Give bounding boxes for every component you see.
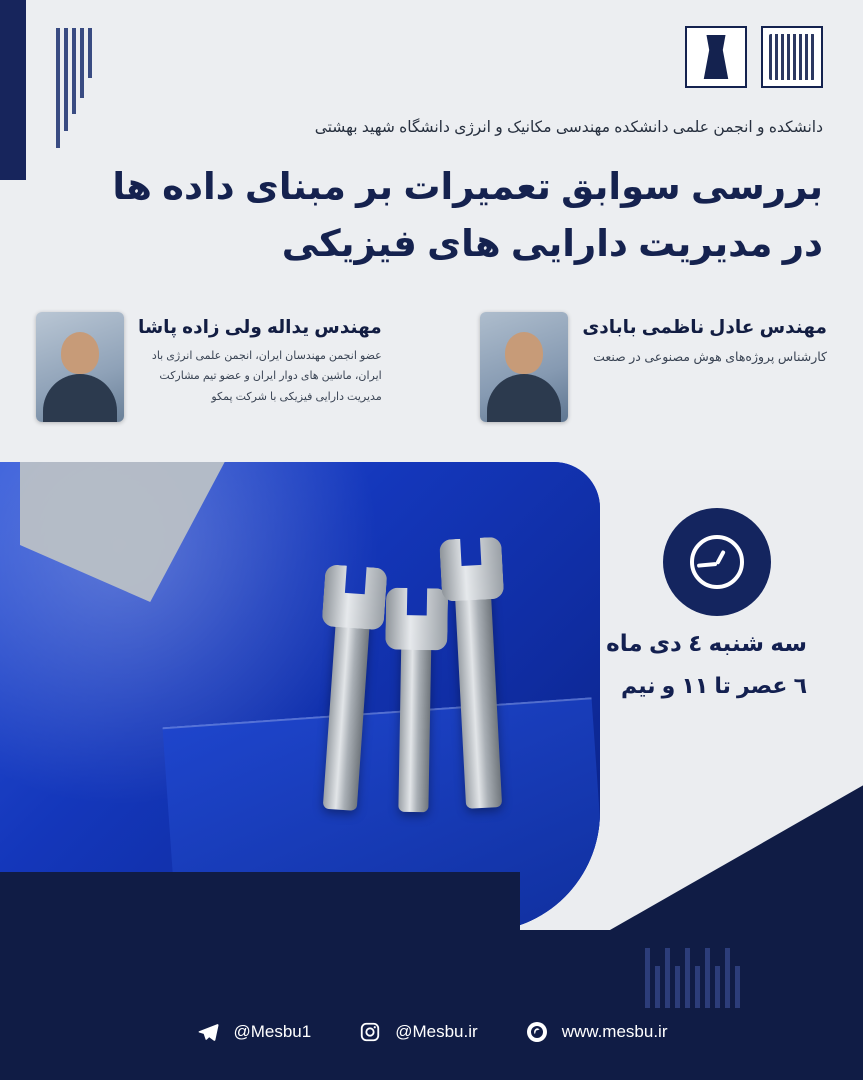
speaker-photo <box>480 312 568 422</box>
shahid-beheshti-university-logo <box>761 26 823 88</box>
speaker-card <box>36 312 382 422</box>
clock-minute-hand <box>697 562 717 568</box>
website-link[interactable] <box>524 1019 668 1045</box>
title-line-1: بررسی سوابق تعمیرات بر مبنای داده ها <box>112 166 823 207</box>
footer <box>0 984 863 1080</box>
decorative-stripes-top-left <box>28 28 92 148</box>
event-date: سه شنبه ٤ دی ماه <box>606 630 807 656</box>
university-logo-mark <box>769 34 815 80</box>
telegram-label: @Mesbu1 <box>233 1022 312 1041</box>
speaker-role: عضو انجمن مهندسان ایران، انجمن علمی انرژی باد ایران، ماشین های دوار ایران و عضو تیم مشارکت مدیریت دارایی فیزیکی با شرکت پمکو <box>151 350 382 403</box>
page-title <box>100 158 823 273</box>
corner-accent <box>0 0 26 180</box>
clock-icon <box>663 508 771 616</box>
speaker-name: مهندس عادل ناظمی بابادی <box>582 316 827 337</box>
faculty-of-mechanical-energy-engineering-logo <box>685 26 747 88</box>
title-line-2: در مدیریت دارایی های فیزیکی <box>281 223 823 265</box>
globe-icon <box>524 1019 550 1045</box>
speaker-role: کارشناس پروژه‌های هوش مصنوعی در صنعت <box>593 350 827 364</box>
speaker-photo <box>36 312 124 422</box>
website-label: www.mesbu.ir <box>561 1022 668 1041</box>
logo-group <box>685 26 823 88</box>
clock-face <box>690 535 744 589</box>
event-datetime <box>606 630 807 699</box>
speaker-list <box>36 312 827 422</box>
instagram-label: @Mesbu.ir <box>395 1022 478 1041</box>
telegram-handle[interactable] <box>195 1019 311 1045</box>
hero-image <box>0 462 600 932</box>
poster-header <box>0 0 863 470</box>
speaker-card <box>480 312 827 422</box>
organizer-text: دانشکده و انجمن علمی دانشکده مهندسی مکانیک و انرژی دانشگاه شهید بهشتی <box>314 119 823 136</box>
event-time: ٦ عصر تا ١١ و نیم <box>621 673 807 698</box>
faculty-logo-mark <box>699 35 733 79</box>
speaker-name: مهندس یداله ولی زاده پاشا <box>138 316 382 337</box>
wrench-icon <box>398 622 431 812</box>
instagram-icon <box>357 1019 383 1045</box>
telegram-icon <box>195 1019 221 1045</box>
instagram-handle[interactable] <box>357 1019 477 1045</box>
